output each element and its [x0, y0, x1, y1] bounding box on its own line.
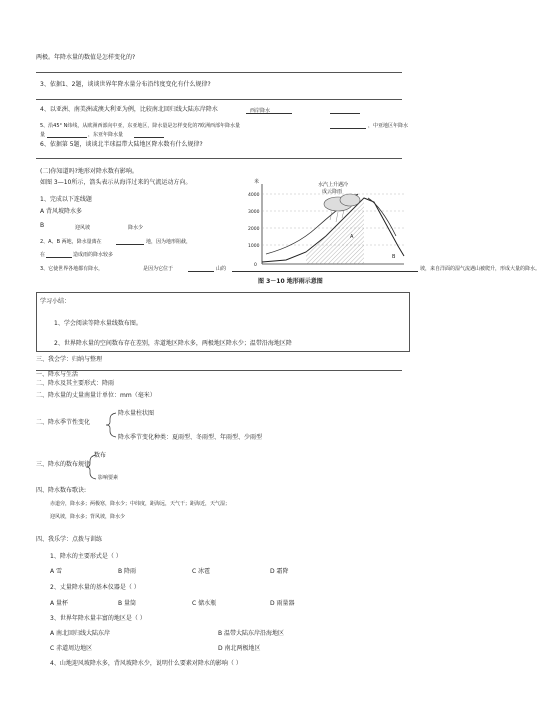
brace-icon: [84, 454, 98, 480]
figure-caption: 图 3－10 地形雨示意图: [258, 278, 323, 285]
tick-label: 1000: [248, 244, 260, 249]
question-6: 6、依据第 5题，谈谈北半球温带大陆地区降水数有什么规律?: [40, 141, 203, 148]
review-2: 二、降水及其主要形式：降雨: [36, 380, 115, 387]
brace-icon: [104, 412, 118, 438]
exercise-3-option-b[interactable]: B 温带大陆东岸沿海地区: [218, 630, 285, 637]
review-3: 二、降水量的丈量南量计单位：mm（毫米）: [36, 392, 156, 399]
exercise-3: 3、世界年降水量丰富的地区是（ ）: [50, 615, 146, 622]
blank[interactable]: [116, 244, 144, 245]
review-1: 一、降水与生活: [36, 371, 79, 378]
review-6-line-b: 迎风坡，降水多；背风坡，降水少: [50, 514, 126, 520]
question-5: 5、沿45° N纬线，从欧洲西部向中亚，东亚地区，降水量是怎样变化的?欧洲西部年降水量: [40, 123, 241, 129]
match-b: B: [40, 222, 45, 229]
rain-streak: [336, 212, 338, 222]
question-4-west: 西岸降水: [250, 108, 271, 114]
exercise-3-option-d[interactable]: D 南北两极地区: [218, 645, 261, 652]
review-5-factors: 影响要素: [98, 475, 119, 481]
exercise-1-option-d[interactable]: D 霜降: [270, 568, 289, 575]
question-3b-part-a: 3、它使世界各地都有降水，: [40, 266, 104, 272]
exercise-3-option-c[interactable]: C 赤道周边地区: [50, 645, 93, 652]
answer-line: [36, 72, 402, 73]
blank[interactable]: [246, 113, 292, 114]
section-learn: 三、我会学：归纳与整理: [36, 356, 103, 363]
tick-label: 2000: [248, 227, 260, 232]
question-3b-part-c: 山的: [216, 266, 227, 272]
summary-title: 学习小结：: [40, 298, 71, 305]
review-4-chart: 降水量柱状图: [118, 410, 155, 417]
question-5-east: ，东亚年降水量: [88, 132, 124, 138]
terrain-rain-figure: [246, 176, 416, 276]
tick-label: 4000: [248, 193, 260, 198]
blank[interactable]: [330, 113, 360, 114]
exercise-2-option-b[interactable]: B 量筒: [118, 600, 137, 607]
exercise-2-option-d[interactable]: D 雨量器: [270, 600, 295, 607]
blank[interactable]: [188, 271, 214, 272]
cloud-icon: [340, 194, 360, 206]
question-2-part-c: 在: [40, 252, 46, 258]
text-line-top: 两极。年降水量的数值是怎样变化的?: [36, 54, 136, 61]
question-3b-part-d: 坡，来自洋面的湿气流遇山被爬升，形成大量的降水。: [420, 266, 540, 272]
point-b-label: B: [392, 254, 396, 260]
question-2-part-b: 地，因为地形阻截，: [146, 239, 192, 245]
exercise-title: 四、我乐学：点拨与训练: [36, 536, 103, 543]
exercise-2-option-a[interactable]: A 量杯: [50, 600, 69, 607]
exercise-2: 2、丈量降水量的基本仪器是（ ）: [50, 584, 140, 591]
blank[interactable]: [47, 137, 87, 138]
exercise-2-option-c[interactable]: C 储水瓶: [192, 600, 217, 607]
question-2-part-a: 2、A、B 两地，降水量离在: [40, 239, 102, 245]
review-4: 二、降水季节性变化: [36, 419, 91, 426]
match-less-rain: 降水少: [128, 225, 144, 231]
review-5-distribution: 数布: [94, 452, 107, 459]
section-think-desc: 如图 3—10所示，箭头表示从海洋过来的气流运动方向。: [40, 179, 192, 186]
blank[interactable]: [330, 128, 366, 129]
tick-label: 3000: [248, 210, 260, 215]
figure-note: 成云降雨: [322, 189, 343, 195]
matching-instruction: 1、完成以下连线题: [40, 196, 92, 203]
summary-point-1: 1、学会阅读等降水量线数布图。: [54, 320, 142, 327]
exercise-1-option-a[interactable]: A 雪: [50, 568, 63, 575]
review-4-types: 降水季节变化种类：夏雨型、冬雨型、年雨型、少雨型: [118, 434, 263, 441]
exercise-1-option-c[interactable]: C 冰雹: [192, 568, 211, 575]
section-think-title: (二)你知道吗?地形对降水数有影响。: [40, 168, 138, 175]
point-a-label: A: [350, 234, 354, 240]
question-3: 3、依据1、2题，谈谈世界年降水量分布沿纬度变化有什么规律?: [40, 81, 211, 88]
question-4: 4、以亚洲、南美洲或澳大利亚为例，比较南北回归线大陆东岸降水: [40, 106, 218, 113]
summary-point-2: 2、世界降水量的空间数布存在差别，赤道地区降水多，两极地区降水少；温带沿海地区降: [54, 340, 292, 347]
blank[interactable]: [46, 257, 72, 258]
match-windward: 迎风坡: [75, 225, 91, 231]
figure-note: 水汽上升遇冷: [318, 182, 349, 188]
review-6: 四、降水数布歌诀:: [36, 487, 87, 494]
divider: [36, 370, 402, 371]
answer-line: [36, 99, 402, 100]
review-6-line-a: 赤道旁，降水多；两极寒，降水少；中纬度，距海远，天气干；距海近，天气湿；: [50, 501, 231, 507]
exercise-3-option-a[interactable]: A 南北回归线大陆东岸: [50, 630, 111, 637]
review-5: 三、降水的数布规律: [36, 461, 91, 468]
exercise-1: 1、降水的主要形式是（ ）: [50, 553, 122, 560]
exercise-1-option-b[interactable]: B 降雨: [118, 568, 137, 575]
answer-line: [36, 158, 402, 159]
blank[interactable]: [134, 137, 164, 138]
y-axis-unit: 米: [254, 179, 260, 185]
question-2-part-d: 造成雨的降水较多: [73, 252, 114, 258]
tick-label: 0: [254, 263, 257, 268]
question-5-central: ，中亚地区年降水: [368, 123, 409, 129]
question-3b-part-b: 是因为它位于: [143, 266, 174, 272]
exercise-4: 4、山地迎风坡降水多，背风坡降水少，说明什么要素对降水的影响（ ）: [50, 660, 242, 667]
match-a: A 背风坡降水多: [40, 208, 83, 215]
question-5-amount: 量: [40, 132, 46, 138]
